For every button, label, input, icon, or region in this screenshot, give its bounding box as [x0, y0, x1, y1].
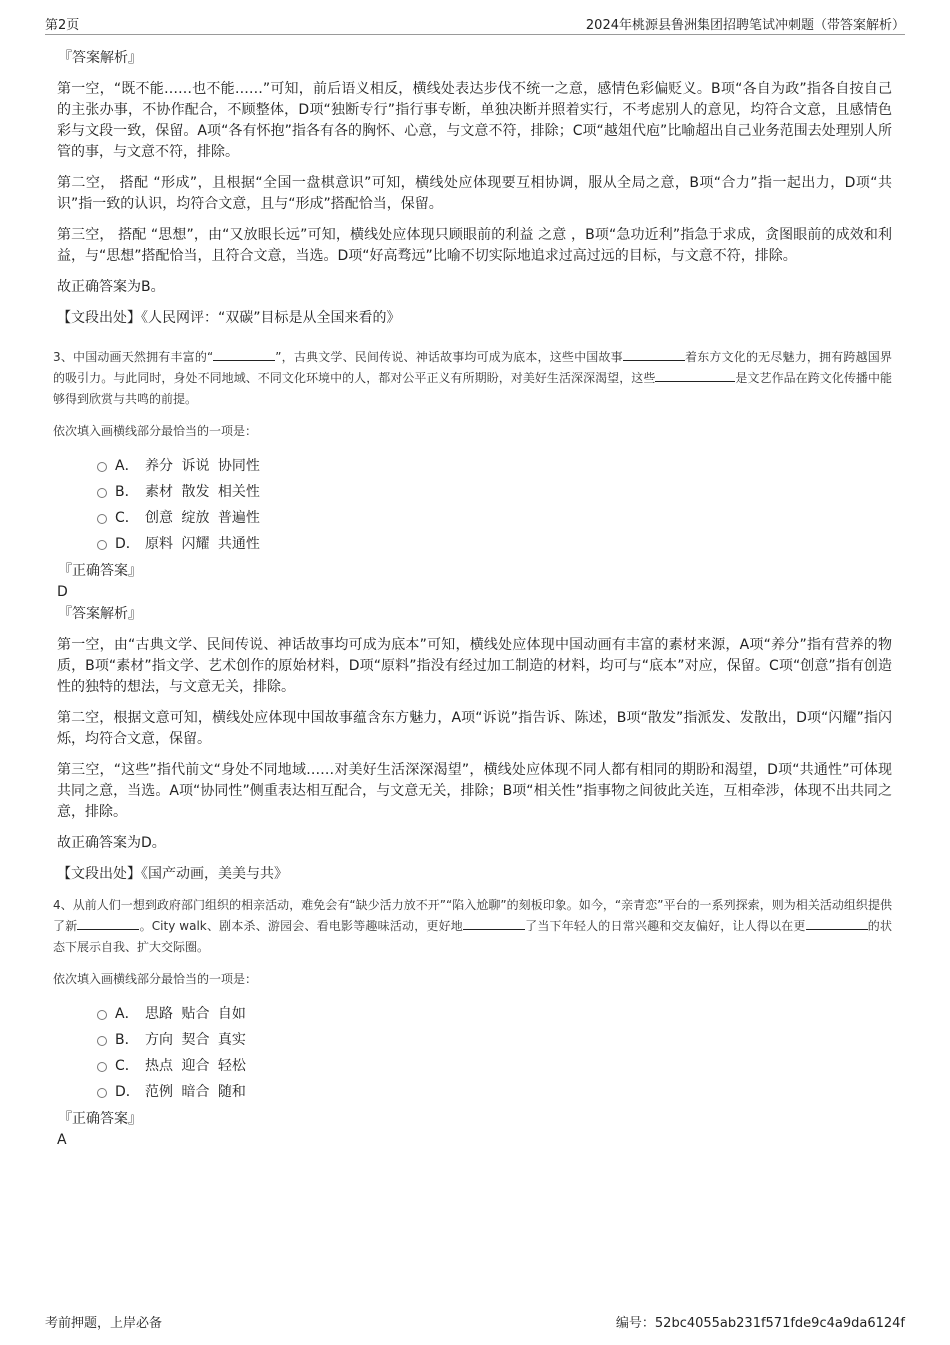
radio-icon[interactable]: [97, 488, 107, 498]
radio-icon[interactable]: [97, 1036, 107, 1046]
radio-icon[interactable]: [97, 1062, 107, 1072]
option-a[interactable]: A． 养分 诉说 协同性: [57, 453, 892, 479]
analysis-paragraph: 第三空， 搭配 “思想”，由“又放眼长远”可知，横线处应体现只顾眼前的利益 之意 ，B项“急功近利”指急于求成，贪图眼前的成效和利益，与“思想”搭配恰当，且符合文意，当选。D项“好高骛远”比喻不切实际地追求过高过远的目标，与文意不符，排除。: [57, 227, 892, 264]
question-stem: 4、从前人们一想到政府部门组织的相亲活动，难免会有“缺少活力放不开”“陷入尬聊”的刻板印象。如今，“亲青恋”平台的一系列探索，则为相关活动组织提供了新 。City walk、剧本杀、游园会、看电影等趣味活动，更好地 了当下年轻人的日常兴趣和交友偏好，让人得以在更 的状态下展示自我、扩大交际圈。: [53, 898, 892, 954]
correct-answer-label: 『正确答案』: [58, 563, 142, 579]
option-b[interactable]: B． 方向 契合 真实: [57, 1027, 892, 1053]
fill-blank: [213, 348, 275, 361]
page-header: [45, 14, 905, 35]
answer-conclusion: 故正确答案为B。: [57, 279, 165, 295]
correct-answer-label: 『正确答案』: [58, 1111, 142, 1127]
fill-blank: [806, 917, 868, 930]
question-prompt: 依次填入画横线部分最恰当的一项是：: [53, 972, 258, 986]
question-stem: 3、中国动画天然拥有丰富的“ ”，古典文学、民间传说、神话故事均可成为底本，这些中国故事 着东方文化的无尽魅力，拥有跨越国界的吸引力。与此同时，身处不同地域、不同文化环境中的人，都对公平正义有所期盼，对美好生活深深渴望，这些 是文艺作品在跨文化传播中能够得到欣赏与共鸣的前提。: [53, 350, 892, 406]
option-list: [57, 1001, 892, 1105]
analysis-paragraph: 第一空，“既不能……也不能……”可知，前后语义相反，横线处表达步伐不统一之意，感情色彩偏贬义。B项“各自为政”指各自按自己的主张办事，不协作配合，不顾整体，D项“独断专行”指行事专断，单独决断并照着实行，不考虑别人的意见，均符合文意，且感情色彩与文段一致，保留。A项“各有怀抱”指各有各的胸怀、心意，与文意不符，排除；C项“越俎代庖”比喻超出自己业务范围去处理别人所管的事，与文意不符，排除。: [57, 81, 892, 160]
source-citation: 【文段出处】《人民网评：“双碳”目标是从全国来看的》: [57, 310, 401, 326]
radio-icon[interactable]: [97, 514, 107, 524]
answer-conclusion: 故正确答案为D。: [57, 835, 166, 851]
analysis-paragraph: 第一空，由“古典文学、民间传说、神话故事均可成为底本”可知，横线处应体现中国动画有丰富的素材来源，A项“养分”指有营养的物质，B项“素材”指文学、艺术创作的原始材料，D项“原料”指没有经过加工制造的材料，均可与“底本”对应，保留。C项“创意”指有创造性的独特的想法，与文意无关，排除。: [57, 637, 892, 695]
correct-answer-value: A: [57, 1132, 67, 1148]
analysis-label: 『答案解析』: [58, 50, 142, 66]
fill-blank: [77, 917, 139, 930]
document-id: 编号：52bc4055ab231f571fde9c4a9da6124f: [615, 1316, 905, 1331]
option-c[interactable]: C． 创意 绽放 普遍性: [57, 505, 892, 531]
option-c[interactable]: C． 热点 迎合 轻松: [57, 1053, 892, 1079]
radio-icon[interactable]: [97, 1088, 107, 1098]
page-footer: [45, 1312, 905, 1332]
radio-icon[interactable]: [97, 462, 107, 472]
option-b[interactable]: B． 素材 散发 相关性: [57, 479, 892, 505]
correct-answer-value: D: [57, 584, 68, 600]
option-d[interactable]: D． 范例 暗合 随和: [57, 1079, 892, 1105]
main-content: [53, 48, 892, 1150]
option-list: [57, 453, 892, 557]
source-citation: 【文段出处】《国产动画，美美与共》: [57, 866, 288, 882]
radio-icon[interactable]: [97, 1010, 107, 1020]
fill-blank: [623, 348, 685, 361]
fill-blank: [655, 369, 735, 382]
document-title: 2024年桃源县鲁洲集团招聘笔试冲刺题（带答案解析）: [585, 18, 905, 33]
option-d[interactable]: D． 原料 闪耀 共通性: [57, 531, 892, 557]
analysis-label: 『答案解析』: [58, 606, 142, 622]
page-number: 第2页: [45, 18, 80, 33]
radio-icon[interactable]: [97, 540, 107, 550]
analysis-paragraph: 第二空，根据文意可知，横线处应体现中国故事蕴含东方魅力，A项“诉说”指告诉、陈述，B项“散发”指派发、发散出，D项“闪耀”指闪烁，均符合文意，保留。: [57, 710, 892, 747]
option-a[interactable]: A． 思路 贴合 自如: [57, 1001, 892, 1027]
analysis-paragraph: 第二空， 搭配 “形成”，且根据“全国一盘棋意识”可知，横线处应体现要互相协调，服从全局之意，B项“合力”指一起出力，D项“共识”指一致的认识，均符合文意，且与“形成”搭配恰当，保留。: [57, 175, 892, 212]
question-prompt: 依次填入画横线部分最恰当的一项是：: [53, 424, 258, 438]
analysis-paragraph: 第三空，“这些”指代前文“身处不同地域……对美好生活深深渴望”，横线处应体现不同人都有相同的期盼和渴望，D项“共通性”可体现共同之意，当选。A项“协同性”侧重表达相互配合，与文意无关，排除；B项“相关性”指事物之间彼此关连，互相牵涉，体现不出共同之意，排除。: [57, 762, 892, 820]
fill-blank: [463, 917, 525, 930]
footer-slogan: 考前押题，上岸必备: [45, 1316, 163, 1331]
